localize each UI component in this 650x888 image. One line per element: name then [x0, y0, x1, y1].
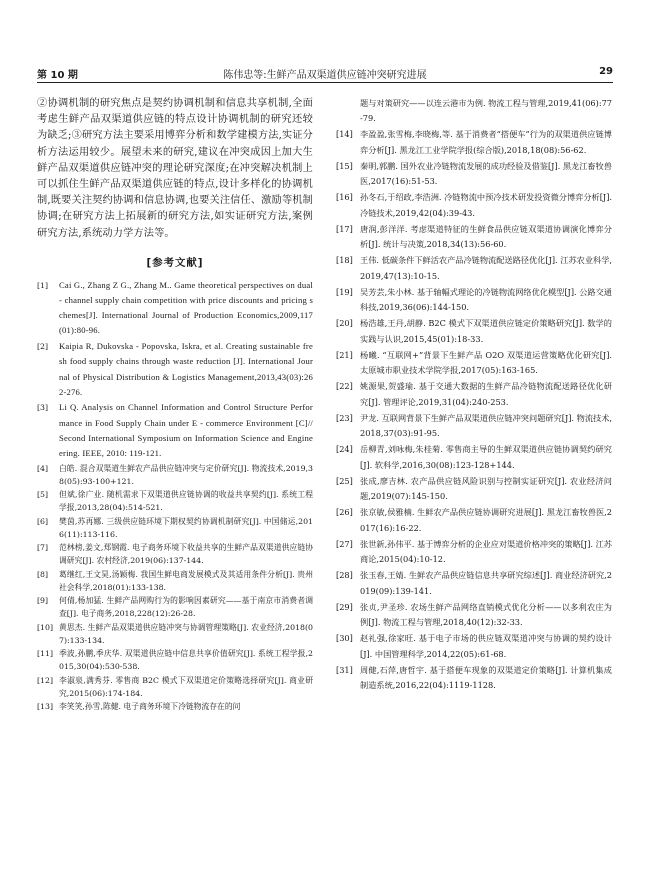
reference-number: [2]	[37, 342, 49, 352]
right-column	[336, 96, 612, 694]
references-title: [参考文献]	[146, 256, 204, 269]
reference-text: 张玉春,王婧. 生鲜农产品供应链信息共享研究综述[J]. 商业经济研究,2019(09):139-141.	[360, 570, 612, 596]
reference-item	[37, 568, 313, 594]
reference-text: 赵礼强,徐家旺. 基于电子市场的供应链双渠道冲突与协调的契约设计[J]. 中国管理科学,2014,22(05):61-68.	[360, 633, 612, 659]
reference-item	[336, 159, 612, 190]
reference-text: 吴芳芸,朱小林. 基于轴幅式理论的冷链物流网络优化模型[J]. 公路交通科技,2019,36(06):144-150.	[360, 286, 612, 313]
reference-text: Cai G., Zhang Z G., Zhang M.. Game theoretical perspectives on dual - channel supply chain competition with price discounts and pricing schemes[J]. International Journal of Production Economics,2009,117(01):80-96.	[59, 279, 313, 336]
reference-text: Li Q. Analysis on Channel Information and Control Structure Performance in Food Supply Chain under E - commerce Environment [C]//Second International Symposium on Information Science and Engineering. IEEE, 2010: 119-121.	[59, 402, 313, 459]
reference-number	[336, 96, 360, 127]
reference-text: 李淑泉,满秀芬. 零售商 B2C 模式下双渠道定价策略选择研究[J]. 商业研究,2015(06):174-184.	[59, 675, 313, 698]
reference-item	[336, 411, 612, 442]
reference-item	[37, 488, 313, 514]
issue-number: 第 10 期	[37, 70, 78, 81]
reference-item	[336, 348, 612, 379]
reference-number: [18]	[336, 255, 353, 266]
reference-item	[37, 647, 313, 673]
reference-number: [6]	[37, 516, 49, 526]
reference-number: [9]	[37, 596, 49, 606]
reference-number: [31]	[336, 664, 353, 675]
left-column	[37, 96, 313, 714]
reference-item	[37, 674, 313, 700]
reference-item	[37, 339, 313, 400]
reference-text: 葛继红,王文昊,汤颖梅. 我国生鲜电商发展模式及其适用条件分析[J]. 贵州社会科学,2018(01):133-138.	[59, 569, 313, 592]
reference-text: Kaipia R, Dukovska - Popovska, Iskra, et al. Creating sustainable fresh food supply chains through waste reduction [J]. International Journal of Physical Distribution & Logistics Management,2013,43(03):262-276.	[59, 341, 313, 397]
reference-text: 杨浩雄,王丹,胡静. B2C 模式下双渠道供应链定价策略研究[J]. 数学的实践与认识,2015,45(01):18-33.	[360, 318, 612, 344]
reference-item	[336, 127, 612, 158]
reference-item	[336, 96, 612, 127]
reference-text: 但斌,徐广业. 随机需求下双渠道供应链协调的收益共享契约[J]. 系统工程学报,2013,28(04):514-521.	[59, 490, 313, 513]
reference-text: 尹龙. 互联网背景下生鲜产品双渠道供应链冲突问题研究[J]. 物流技术,2018,37(03):91-95.	[360, 412, 612, 439]
reference-number: [20]	[336, 318, 353, 329]
reference-item	[37, 594, 313, 620]
reference-text: 白皓. 混合双渠道生鲜农产品供应链冲突与定价研究[J]. 物流技术,2019,38(05):93-100+121.	[59, 463, 313, 486]
reference-number: [4]	[37, 463, 49, 473]
reference-number: [3]	[37, 403, 49, 413]
reference-number: [5]	[37, 490, 49, 500]
reference-number: [27]	[336, 538, 353, 549]
reference-text: 岳柳青,刘咏梅,朱桂菊. 零售商主导的生鲜双渠道供应链协调契约研究[J]. 软科学,2016,30(08):123-128+144.	[360, 444, 612, 470]
reference-number: [7]	[37, 543, 49, 553]
reference-item	[336, 442, 612, 473]
reference-text: 张贞,尹圣珍. 农场生鲜产品网络直销模式优化分析——以多利农庄为例[J]. 物流工程与管理,2018,40(12):32-33.	[360, 601, 612, 628]
reference-list-left	[37, 278, 313, 713]
reference-number: [22]	[336, 381, 353, 392]
reference-number: [26]	[336, 507, 353, 518]
reference-item	[336, 537, 612, 568]
reference-text: 秦明,郭鹏. 国外农业冷链物流发展的成功经验及借鉴[J]. 黑龙江畜牧兽医,2017(16):51-53.	[360, 160, 612, 187]
reference-number: [17]	[336, 223, 353, 234]
reference-number: [19]	[336, 286, 353, 297]
reference-item	[336, 285, 612, 316]
reference-text: 李盈盈,张雪梅,李晓梅,等. 基于消费者“搭便车”行为的双渠道供应链博弈分析[J]. 黑龙江工业学院学报(综合版),2018,18(08):56-62.	[360, 129, 612, 155]
reference-text: 季波,孙鹏,季庆华. 双渠道供应链中信息共享价值研究[J]. 系统工程学报,2015,30(04):530-538.	[59, 649, 313, 672]
reference-item	[336, 253, 612, 284]
reference-number: [23]	[336, 412, 353, 423]
reference-item	[336, 631, 612, 662]
reference-number: [24]	[336, 444, 353, 455]
running-title: 陈伟忠等:生鲜产品双渠道供应链冲突研究进展	[223, 70, 427, 81]
reference-number: [1]	[37, 280, 49, 290]
reference-number: [29]	[336, 601, 353, 612]
reference-item	[336, 663, 612, 694]
reference-item	[37, 621, 313, 647]
running-header	[37, 64, 613, 83]
reference-list-right	[336, 96, 612, 693]
reference-item	[336, 505, 612, 536]
reference-text: 唐润,彭洋洋. 考虑渠道特征的生鲜食品供应链双渠道协调演化博弈分析[J]. 统计与决策,2018,34(13):56-60.	[360, 223, 612, 250]
reference-item	[37, 462, 313, 488]
reference-item	[37, 515, 313, 541]
reference-text: 姚源果,贺盛瑜. 基于交通大数据的生鲜产品冷链物流配送路径优化研究[J]. 管理评论,2019,31(04):240-253.	[360, 381, 612, 407]
reference-number: [16]	[336, 192, 353, 203]
reference-number: [25]	[336, 475, 353, 486]
reference-number: [28]	[336, 570, 353, 581]
reference-number: [11]	[37, 649, 54, 659]
reference-item	[37, 278, 313, 339]
reference-number: [10]	[37, 622, 54, 632]
reference-text: 樊茵,苏再娜. 三级供应链环境下期权契约协调机制研究[J]. 中国储运,2016(11):113-116.	[59, 516, 313, 539]
reference-text: 张世新,孙伟平. 基于博弈分析的企业应对渠道价格冲突的策略[J]. 江苏商论,2015(04):10-12.	[360, 538, 612, 565]
reference-text: 周健,石萍,唐哲宇. 基于搭便车现象的双渠道定价策略[J]. 计算机集成制造系统,2016,22(04):1119-1128.	[360, 664, 612, 691]
body-paragraph: ②协调机制的研究焦点是契约协调机制和信息共享机制,全面考虑生鲜产品双渠道供应链的特点设计协调机制的研究还较为缺乏;③研究方法主要采用博弈分析和数学建模方法,实证分析方法运用较少。展望未来的研究,建议在冲突成因上加大生鲜产品双渠道供应链冲突的理论研究深度;在冲突解决机制上可以抓住生鲜产品双渠道供应链的特点,设计多样化的协调机制,既要关注契约协调和信息协调,也要关注信任、激励等机制协调;在研究方法上拓展新的研究方法,如实证研究方法,案例研究方法,系统动力学方法等。	[37, 98, 313, 239]
reference-text: 张成,廖吉林. 农产品供应链风险识别与控制实证研究[J]. 农业经济问题,2019(07):145-150.	[360, 475, 612, 502]
page-number: 29	[599, 66, 613, 77]
reference-item	[336, 568, 612, 599]
reference-item	[336, 222, 612, 253]
reference-text: 杨曦. “互联网+”背景下生鲜产品 O2O 双渠道运营策略优化研究[J]. 太原城市职业技术学院学报,2017(05):163-165.	[360, 349, 612, 376]
reference-item	[37, 541, 313, 567]
reference-number: [13]	[37, 702, 54, 712]
reference-number: [30]	[336, 633, 353, 644]
reference-item	[336, 190, 612, 221]
reference-number: [8]	[37, 569, 49, 579]
reference-text: 何倩,杨加猛. 生鲜产品网购行为的影响因素研究——基于南京市消费者调查[J]. 电子商务,2018,228(12):26-28.	[59, 596, 313, 619]
reference-text: 李笑笑,孙雪,陈健. 电子商务环境下冷链物流存在的问	[59, 702, 241, 712]
reference-text: 范林榜,姜文,郑钢霞. 电子商务环境下收益共享的生鲜产品双渠道供应链协调研究[J]. 农村经济,2019(06):137-144.	[59, 543, 313, 566]
reference-text: 黄思杰. 生鲜产品双渠道供应链冲突与协调管理策略[J]. 农业经济,2018(07):133-134.	[59, 622, 313, 645]
reference-item	[37, 700, 313, 713]
reference-number: [12]	[37, 675, 54, 685]
reference-number: [21]	[336, 349, 353, 360]
reference-text: 孙冬石,于绍政,李浩洲. 冷链物流中预冷技术研发投资微分博弈分析[J]. 冷链技术,2019,42(04):39-43.	[360, 192, 612, 218]
reference-item	[37, 400, 313, 461]
reference-item	[336, 379, 612, 410]
reference-number: [15]	[336, 160, 353, 171]
reference-item	[336, 474, 612, 505]
reference-text: 王伟. 低碳条件下鲜活农产品冷链物流配送路径优化[J]. 江苏农业科学,2019,47(13):10-15.	[360, 255, 612, 281]
reference-item	[336, 316, 612, 347]
reference-item	[336, 600, 612, 631]
reference-number: [14]	[336, 129, 353, 140]
reference-text: 题与对策研究——以连云港市为例. 物流工程与管理,2019,41(06):77-79.	[360, 98, 612, 124]
reference-text: 张京敏,侯雅楠. 生鲜农产品供应链协调研究进展[J]. 黑龙江畜牧兽医,2017(16):16-22.	[360, 507, 612, 533]
